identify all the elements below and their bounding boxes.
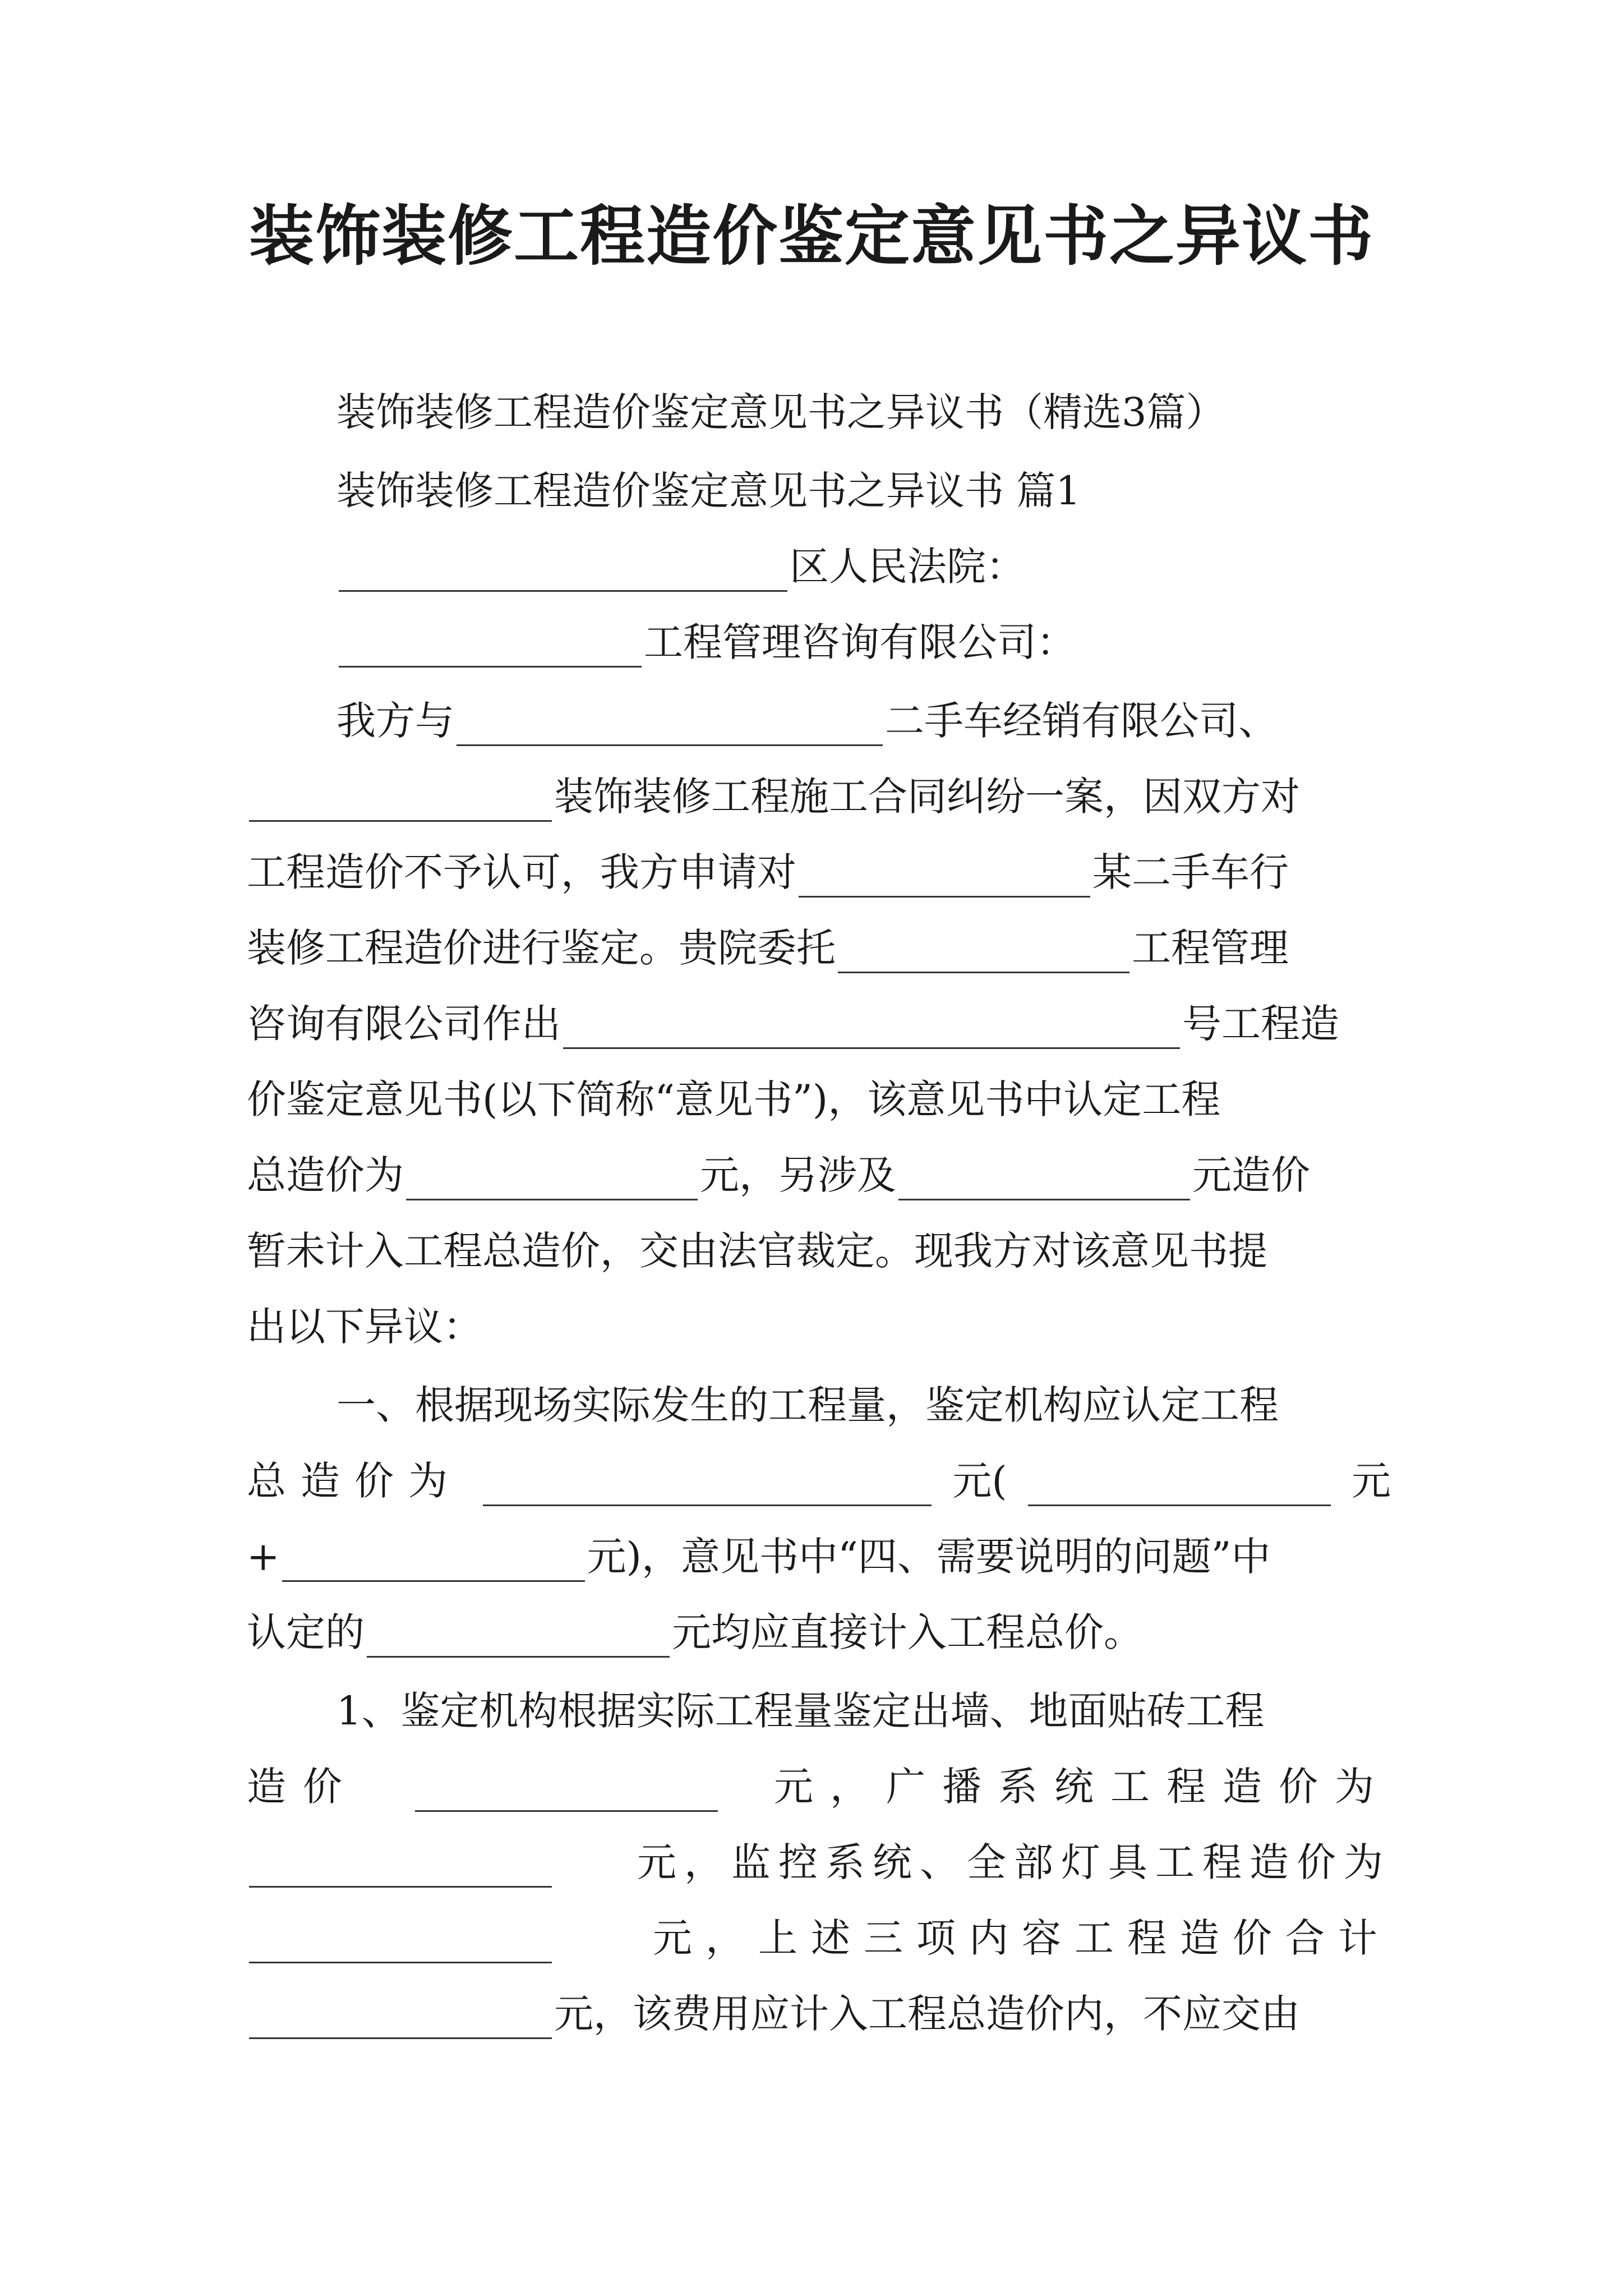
blank-field [406,1157,698,1200]
paragraph-3-line-2 [247,1761,1391,1812]
text: 总造价为 [247,1152,404,1198]
blank-field [799,854,1090,898]
paragraph-3-line-4 [247,1913,1391,1963]
paragraph-3-line-5 [247,1989,1300,2039]
text: 工程造价不予认可，我方申请对 [247,849,796,895]
text: 装饰装修工程施工合同纠纷一案，因双方对 [554,774,1300,820]
blank-field [415,1769,718,1812]
addressee-court [336,541,1025,592]
blank-field [249,1920,552,1963]
text: 某二手车行 [1092,849,1289,895]
blank-field [339,549,787,592]
blank-field [367,1614,670,1658]
section-heading: 装饰装修工程造价鉴定意见书之异议书 篇1 [336,468,1081,514]
text: 元 [1352,1458,1391,1504]
addressee-company-text: 工程管理咨询有限公司： [644,619,1076,665]
text: 元，另涉及 [700,1152,896,1198]
text: 元( [952,1458,1007,1504]
text: 元)，意见书中“四、需要说明的问题”中 [587,1534,1271,1580]
paragraph-3-line-1: 1、鉴定机构根据实际工程量鉴定出墙、地面贴砖工程 [336,1688,1265,1734]
subtitle: 装饰装修工程造价鉴定意见书之异议书（精选3篇） [336,389,1225,435]
paragraph-1-line-2 [247,771,1300,822]
addressee-company [336,617,1076,668]
blank-field [1028,1463,1331,1506]
blank-field [838,930,1129,973]
blank-field [563,1006,1180,1049]
paragraph-1-line-3 [247,847,1289,898]
paragraph-2-line-3 [247,1531,1271,1582]
paragraph-3-line-3 [247,1837,1391,1888]
blank-field [457,703,883,746]
text: 元，上述三项内容工程造价合计 [653,1915,1391,1961]
text: 二手车经销有限公司、 [885,698,1278,744]
text: 元均应直接计入工程总价。 [672,1609,1143,1655]
blank-field [249,779,552,822]
text: 工程管理 [1132,925,1289,971]
text: 造价 [247,1764,359,1810]
blank-field [339,624,642,668]
text: + [247,1534,280,1580]
paragraph-1-line-5 [247,999,1339,1049]
paragraph-1-line-7 [247,1150,1310,1200]
text: 装修工程造价进行鉴定。贵院委托 [247,925,836,971]
text: 咨询有限公司作出 [247,1001,561,1047]
paragraph-1-line-4 [247,923,1289,973]
addressee-court-text: 区人民法院： [790,544,1025,590]
text: 认定的 [247,1609,365,1655]
page-title: 装饰装修工程造价鉴定意见书之异议书 [249,199,1374,274]
text: 元造价 [1192,1152,1310,1198]
blank-field [483,1463,932,1506]
paragraph-2-line-1: 一、根据现场实际发生的工程量，鉴定机构应认定工程 [336,1382,1279,1428]
paragraph-1-line-6: 价鉴定意见书(以下简称“意见书”)，该意见书中认定工程 [247,1076,1221,1122]
text: 元，广播系统工程造价为 [774,1764,1391,1810]
text: 元，监控系统、全部灯具工程造价为 [637,1839,1391,1885]
paragraph-2-line-2 [247,1456,1391,1506]
paragraph-2-line-4 [247,1607,1143,1658]
blank-field [249,1844,552,1888]
text: 元，该费用应计入工程总造价内，不应交由 [554,1991,1300,2037]
text: 我方与 [336,698,454,744]
blank-field [249,1996,552,2039]
paragraph-1-line-1 [336,696,1278,746]
text: 号工程造 [1182,1001,1339,1047]
blank-field [282,1539,585,1582]
text: 总造价为 [247,1458,462,1504]
blank-field [898,1157,1190,1200]
paragraph-1-line-9: 出以下异议： [247,1304,482,1350]
paragraph-1-line-8: 暂未计入工程总造价，交由法官裁定。现我方对该意见书提 [247,1228,1267,1274]
